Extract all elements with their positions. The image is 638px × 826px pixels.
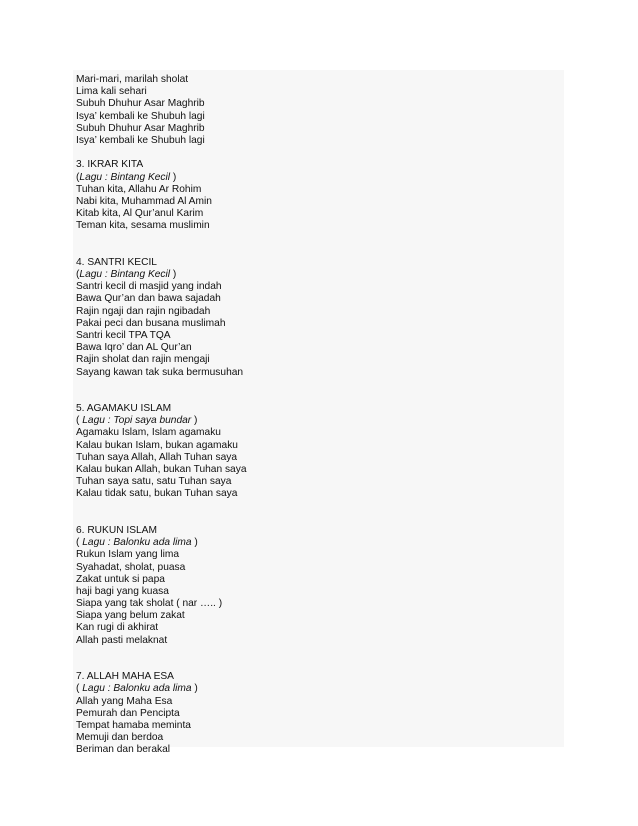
verse-line: Allah pasti melaknat [76, 634, 168, 646]
tune-name: Lagu : Bintang Kecil [79, 171, 171, 183]
verse-line: Beriman dan berakal [76, 744, 171, 756]
tune-close: ) [170, 269, 177, 281]
verse-line: Santri kecil TPA TQA [76, 329, 171, 341]
song-4 [76, 257, 564, 379]
verse-line: Kitab kita, Al Qur’anul Karim [76, 208, 204, 220]
verse-line: Bawa Qur’an dan bawa sajadah [76, 293, 221, 305]
verse-line: Agamaku Islam, Islam agamaku [76, 427, 221, 439]
verse-line: Pakai peci dan busana muslimah [76, 317, 226, 329]
verse-line: Zakat untuk si papa [76, 573, 165, 585]
verse-line: Rajin sholat dan rajin mengaji [76, 354, 210, 366]
song-tune [76, 537, 564, 549]
verse-line: Allah yang Maha Esa [76, 695, 173, 707]
text-block [73, 70, 564, 756]
tune-close: ) [191, 537, 198, 549]
verse-line: Tempat hamaba meminta [76, 720, 191, 731]
verse-line: Bawa Iqro’ dan AL Qur’an [76, 342, 192, 354]
verse-line: Memuji dan berdoa [76, 732, 164, 744]
verse-line: Isya’ kembali ke Shubuh lagi [76, 134, 205, 146]
verse-line: Subuh Dhuhur Asar Maghrib [76, 98, 205, 110]
verse-line: Kan rugi di akhirat [76, 622, 159, 634]
verse-line: Tuhan saya satu, satu Tuhan saya [76, 476, 232, 488]
song-tune [76, 683, 564, 695]
song-tune [76, 172, 564, 184]
tune-close: ) [191, 415, 198, 427]
song-title: 3. IKRAR KITA [76, 159, 144, 171]
tune-close: ) [170, 171, 177, 183]
verse-line: Kalau tidak satu, bukan Tuhan saya [76, 488, 238, 500]
verse-line: Rukun Islam yang lima [76, 549, 180, 561]
verse-line: Rajin ngaji dan rajin ngibadah [76, 305, 211, 317]
tune-open: ( [76, 537, 83, 549]
spacer [76, 647, 564, 671]
verse-line: Sayang kawan tak suka bermusuhan [76, 366, 244, 378]
verse-line: haji bagi yang kuasa [76, 585, 169, 597]
song-7 [76, 671, 564, 756]
verse-line: Tuhan kita, Allahu Ar Rohim [76, 183, 202, 195]
song-title: 4. SANTRI KECIL [76, 256, 157, 268]
verse-line: Siapa yang belum zakat [76, 610, 185, 622]
intro-verse [76, 74, 564, 147]
verse-line: Nabi kita, Muhammad Al Amin [76, 195, 212, 207]
tune-open: ( [76, 683, 83, 695]
verse-line: Tuhan saya Allah, Allah Tuhan saya [76, 451, 238, 463]
spacer [76, 147, 564, 159]
tune-name: Lagu : Bintang Kecil [79, 269, 171, 281]
tune-open: ( [76, 171, 80, 183]
tune-open: ( [76, 415, 83, 427]
tune-name: Lagu : Balonku ada lima [82, 683, 192, 695]
verse-line: Kalau bukan Islam, bukan agamaku [76, 439, 238, 451]
verse-line: Lima kali sehari [76, 86, 147, 98]
song-tune [76, 269, 564, 281]
song-title: 7. ALLAH MAHA ESA [76, 671, 174, 683]
verse-line: Teman kita, sesama muslimin [76, 220, 210, 232]
tune-name: Lagu : Topi saya bundar [82, 415, 192, 427]
song-5 [76, 403, 564, 501]
verse-line: Syahadat, sholat, puasa [76, 561, 186, 573]
tune-name: Lagu : Balonku ada lima [82, 537, 192, 549]
verse-line: Santri kecil di masjid yang indah [76, 281, 222, 293]
verse-line: Mari-mari, marilah sholat [76, 74, 189, 85]
song-title: 5. AGAMAKU ISLAM [76, 403, 172, 415]
song-title: 6. RUKUN ISLAM [76, 524, 157, 536]
tune-close: ) [191, 683, 198, 695]
verse-line: Kalau bukan Allah, bukan Tuhan saya [76, 464, 247, 476]
verse-line: Siapa yang tak sholat ( nar ….. ) [76, 598, 223, 610]
verse-line: Isya’ kembali ke Shubuh lagi [76, 110, 205, 122]
song-3 [76, 159, 564, 232]
verse-line: Subuh Dhuhur Asar Maghrib [76, 122, 205, 134]
tune-open: ( [76, 269, 80, 281]
spacer [76, 232, 564, 256]
verse-line: Pemurah dan Pencipta [76, 707, 180, 719]
spacer [76, 379, 564, 403]
spacer [76, 501, 564, 525]
song-6 [76, 525, 564, 647]
song-tune [76, 415, 564, 427]
